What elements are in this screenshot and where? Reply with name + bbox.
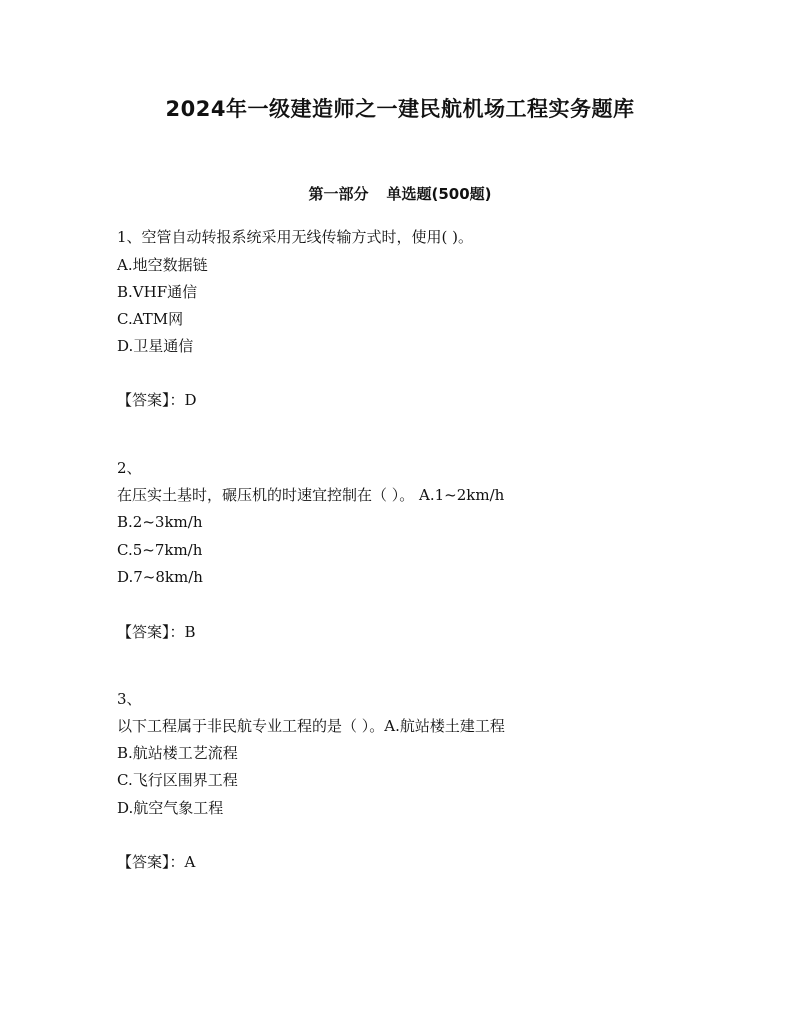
question-1-option-b: B.VHF通信 xyxy=(117,283,198,301)
document-title: 2024年一级建造师之一建民航机场工程实务题库 xyxy=(165,97,635,121)
question-1-stem: 1、空管自动转报系统采用无线传输方式时，使用( )。 xyxy=(117,228,474,246)
question-3-answer: 【答案】：A xyxy=(117,853,196,871)
question-2-option-c: C.5~7km/h xyxy=(117,541,203,559)
question-1-option-c: C.ATM网 xyxy=(117,310,184,328)
question-1-option-d: D.卫星通信 xyxy=(117,337,194,355)
question-3-stem: 以下工程属于非民航专业工程的是（ ）。A.航站楼土建工程 xyxy=(117,717,505,735)
question-3-option-d: D.航空气象工程 xyxy=(117,799,224,817)
question-1-answer: 【答案】：D xyxy=(117,391,197,409)
question-2-option-b: B.2~3km/h xyxy=(117,513,203,531)
question-2-answer: 【答案】：B xyxy=(117,623,196,641)
question-3-option-b: B.航站楼工艺流程 xyxy=(117,744,238,762)
question-2-option-d: D.7~8km/h xyxy=(117,568,203,586)
question-2-stem: 在压实土基时，碾压机的时速宜控制在（ ）。 A.1~2km/h xyxy=(117,486,505,504)
question-3-number: 3、 xyxy=(117,690,142,708)
question-2-number: 2、 xyxy=(117,459,142,477)
section-part-label: 第一部分 xyxy=(308,185,369,203)
question-1-option-a: A.地空数据链 xyxy=(117,256,208,274)
section-name-label: 单选题(500题) xyxy=(386,185,492,203)
section-heading xyxy=(0,182,800,206)
question-3-option-c: C.飞行区围界工程 xyxy=(117,771,238,789)
